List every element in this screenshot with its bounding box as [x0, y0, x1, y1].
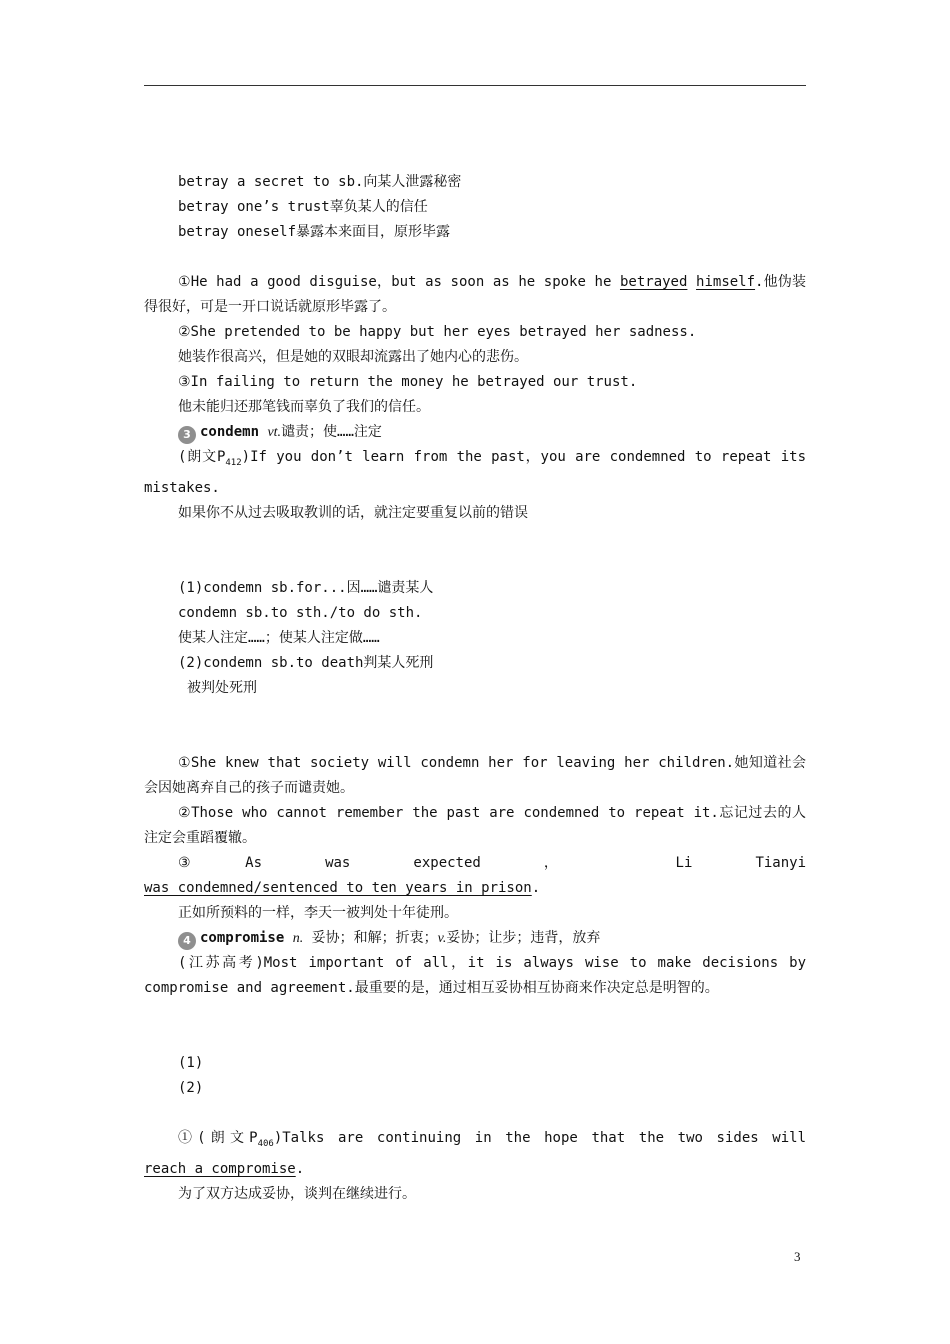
number-badge: 3 — [178, 426, 196, 444]
headword: condemn — [200, 424, 260, 440]
phrase-line: betray a secret to sb.向某人泄露秘密 — [178, 174, 462, 190]
number-badge: 4 — [178, 932, 196, 950]
translation-line: 她装作很高兴，但是她的双眼却流露出了她内心的悲伤。 — [178, 349, 528, 365]
example-paragraph: ①She knew that society will condemn her for leaving her children.她知道社会会因她离弃自己的孩子而谴责她。 — [144, 754, 806, 796]
usage-line: condemn sb.to sth./to do sth. — [178, 604, 423, 621]
headword-compromise: 4 compromise n. 妥协；和解；折衷；v.妥协；让步；违背，放弃 — [144, 926, 806, 951]
example-line: ②She pretended to be happy but her eyes betrayed her sadness. — [178, 324, 697, 340]
translation-line: 他未能归还那笔钱而辜负了我们的信任。 — [178, 399, 430, 415]
example-line-justified: ①(朗文$P_{406})Talks$ are continuing in the hope that the two sides will — [178, 1129, 807, 1149]
header-rule — [144, 85, 806, 86]
example-paragraph: ①He had a good disguise，but as soon as he spoke he betrayed himself.他伪装得很好，可是一开口说话就原形毕露了。 — [144, 274, 806, 315]
example-paragraph: ②Those who cannot remember the past are condemned to repeat it.忘记过去的人注定会重蹈覆辙。 — [144, 804, 806, 846]
usage-line: 被判处死刑 — [187, 679, 257, 696]
translation-line: 为了双方达成妥协，谈判在继续进行。 — [178, 1185, 416, 1202]
document-body — [144, 170, 806, 1207]
example-line: was condemned/sentenced to ten years in prison. — [144, 879, 541, 896]
answer-underline: reach a compromise — [144, 1160, 296, 1177]
usage-line: (1) — [178, 1054, 204, 1071]
source-example: (朗文$P_{412})If$ you don’t learn from the past，you are condemned to repeat its mistakes. — [144, 449, 807, 496]
example-line: reach a compromise. — [144, 1160, 305, 1177]
phrase-line: betray one’s trust辜负某人的信任 — [178, 199, 428, 215]
example-line-justified: ③As was expected ， Li Tianyi — [178, 854, 807, 871]
headword: compromise — [200, 929, 285, 946]
usage-line: (2)condemn sb.to death判某人死刑 — [178, 654, 434, 671]
headword-condemn: 3 condemn vt.谴责；使……注定 — [144, 420, 806, 445]
source-example: (江苏高考)Most important of all，it is always wise to make decisions by compromise and agreement.最重要的是，通过相互妥协相互协商来作决定总是明智的。 — [144, 954, 806, 996]
usage-line: (1)condemn sb.for...因……谴责某人 — [178, 579, 434, 596]
page-number: 3 — [794, 1249, 801, 1264]
example-line: ③In failing to return the money he betrayed our trust. — [178, 374, 638, 390]
answer-underline: was condemned/sentenced to ten years in prison — [144, 879, 532, 896]
translation-line: 如果你不从过去吸取教训的话，就注定要重复以前的错误 — [178, 504, 528, 521]
usage-line: 使某人注定……；使某人注定做…… — [178, 629, 380, 646]
phrase-line: betray oneself暴露本来面目，原形毕露 — [178, 224, 451, 240]
translation-line: 正如所预料的一样，李天一被判处十年徒刑。 — [178, 904, 458, 921]
usage-line: (2) — [178, 1079, 204, 1096]
